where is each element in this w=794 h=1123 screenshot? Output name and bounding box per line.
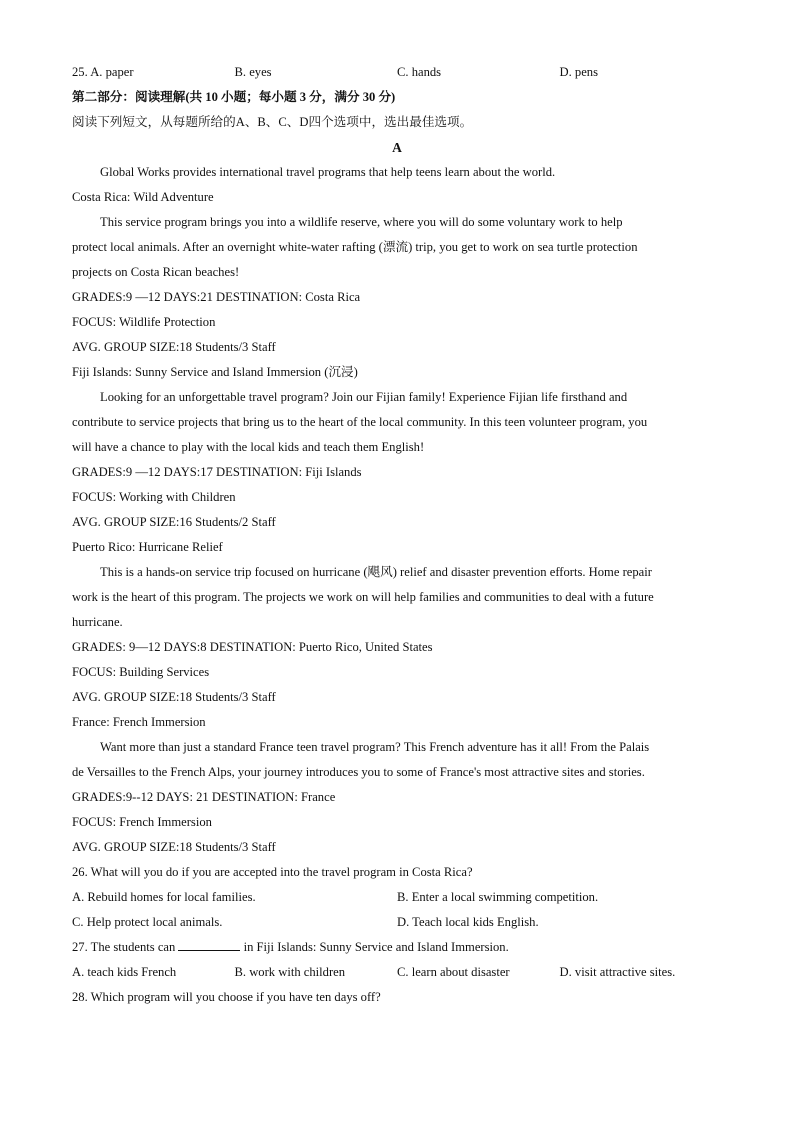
program-title: Puerto Rico: Hurricane Relief (72, 540, 223, 554)
program-title: Costa Rica: Wild Adventure (72, 190, 214, 204)
option-a: A. Rebuild homes for local families. (72, 890, 256, 904)
program-text-line: contribute to service projects that bring us to the heart of the local community. In this teen volunteer program, you (72, 415, 648, 429)
option-b: B. work with children (234, 965, 346, 979)
program-text-line: will have a chance to play with the local kids and teach them English! (72, 440, 425, 454)
question-28-stem: 28. Which program will you choose if you have ten days off? (72, 990, 381, 1004)
program-costa-rica (72, 185, 722, 360)
program-focus: FOCUS: Wildlife Protection (72, 315, 216, 329)
option-c: C. learn about disaster (397, 965, 510, 979)
program-text-line: hurricane. (72, 615, 123, 629)
question-25-options (72, 60, 722, 85)
option-b: B. Enter a local swimming competition. (397, 890, 599, 904)
program-france (72, 710, 722, 860)
program-grades: GRADES:9 —12 DAYS:21 DESTINATION: Costa Rica (72, 290, 361, 304)
question-stem (72, 935, 722, 960)
passage-label: A (392, 140, 402, 155)
program-text-line: Looking for an unforgettable travel program? Join our Fijian family! Experience Fijian life firsthand and (100, 390, 628, 404)
option-d: D. Teach local kids English. (397, 915, 539, 929)
program-text-line: This service program brings you into a wildlife reserve, where you will do some voluntary work to help (100, 215, 623, 229)
question-27 (72, 935, 722, 985)
program-text-line: protect local animals. After an overnight white-water rafting (漂流) trip, you get to work on sea turtle protection (72, 240, 638, 254)
question-26 (72, 860, 722, 935)
program-text-line: This is a hands-on service trip focused on hurricane (飓风) relief and disaster prevention efforts. Home repair (100, 565, 652, 579)
option-c: C. Help protect local animals. (72, 915, 223, 929)
program-text-line: projects on Costa Rican beaches! (72, 265, 240, 279)
program-text-line: work is the heart of this program. The projects we work on will help families and communities to deal with a future (72, 590, 654, 604)
program-title: France: French Immersion (72, 715, 206, 729)
program-text-line: de Versailles to the French Alps, your journey introduces you to some of France's most attractive sites and stories. (72, 765, 645, 779)
program-grades: GRADES: 9—12 DAYS:8 DESTINATION: Puerto Rico, United States (72, 640, 433, 654)
instruction: 阅读下列短文，从每题所给的A、B、C、D四个选项中，选出最佳选项。 (72, 115, 473, 129)
exam-page (72, 60, 722, 1010)
option-a: 25. A. paper (72, 65, 134, 79)
program-group-size: AVG. GROUP SIZE:18 Students/3 Staff (72, 690, 276, 704)
stem-after: in Fiji Islands: Sunny Service and Island Immersion. (243, 940, 509, 954)
program-text-line: Want more than just a standard France teen travel program? This French adventure has it all! From the Palais (100, 740, 650, 754)
option-b: B. eyes (234, 65, 272, 79)
stem-before: 27. The students can (72, 940, 176, 954)
program-group-size: AVG. GROUP SIZE:16 Students/2 Staff (72, 515, 276, 529)
option-c: C. hands (397, 65, 442, 79)
program-group-size: AVG. GROUP SIZE:18 Students/3 Staff (72, 340, 276, 354)
program-puerto-rico (72, 535, 722, 710)
program-grades: GRADES:9--12 DAYS: 21 DESTINATION: France (72, 790, 336, 804)
program-focus: FOCUS: Building Services (72, 665, 210, 679)
program-fiji (72, 360, 722, 535)
answer-blank (178, 936, 240, 951)
option-a: A. teach kids French (72, 965, 177, 979)
question-stem: 26. What will you do if you are accepted into the travel program in Costa Rica? (72, 865, 473, 879)
program-title: Fiji Islands: Sunny Service and Island Immersion (沉浸) (72, 365, 358, 379)
option-d: D. visit attractive sites. (559, 965, 676, 979)
program-focus: FOCUS: Working with Children (72, 490, 236, 504)
section-title: 第二部分：阅读理解(共 10 小题；每小题 3 分，满分 30 分) (72, 90, 396, 104)
program-group-size: AVG. GROUP SIZE:18 Students/3 Staff (72, 840, 276, 854)
option-d: D. pens (559, 65, 598, 79)
program-focus: FOCUS: French Immersion (72, 815, 212, 829)
program-grades: GRADES:9 —12 DAYS:17 DESTINATION: Fiji Islands (72, 465, 362, 479)
intro-paragraph: Global Works provides international travel programs that help teens learn about the world. (100, 165, 556, 179)
